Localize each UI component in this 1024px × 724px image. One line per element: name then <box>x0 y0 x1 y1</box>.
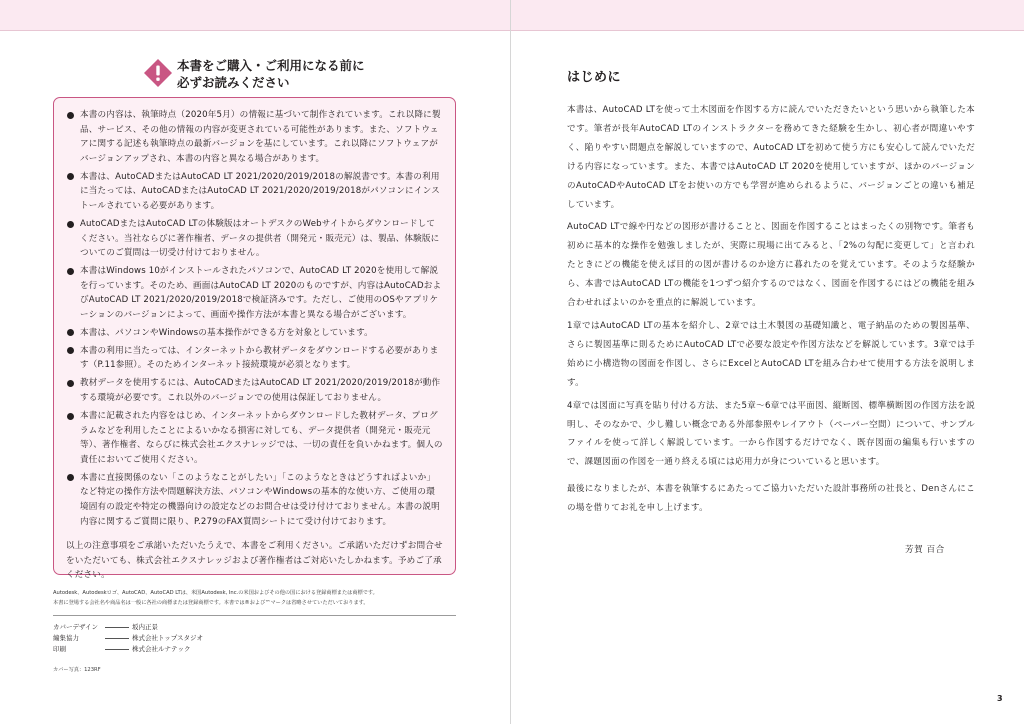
notice-item: 本書の内容は、執筆時点（2020年5月）の情報に基づいて制作されています。これ以降に製品、サービス、その他の情報の内容が変更されている可能性があります。また、ソフトウェアに関する記述も執筆時点の最新バージョンを基にしています。これ以降にソフトウェアがバージョンアップされ、本書の内容と異なる場合があります。 <box>66 108 443 166</box>
preface-paragraph: 最後になりましたが、本書を執筆するにあたってご協力いただいた設計事務所の社長と、Denさんにこの場を借りてお礼を申し上げます。 <box>567 484 975 514</box>
credit-leader <box>105 638 129 639</box>
credit-row <box>53 644 453 655</box>
preface-title: はじめに <box>567 70 622 85</box>
credit-name: 坂内正景 <box>132 623 158 631</box>
left-page <box>0 0 510 724</box>
notice-item: 本書に直接関係のない「このようなことがしたい」「このようなときはどうすればよいか」など特定の操作方法や問題解決方法、パソコンやWindowsの基本的な使い方、ご使用の環境固有の設定や特定の機器向けの設定などのお問合せは受け付けておりません。本書の説明内容に関するご質問に限り、P.279のFAX質問シートにて受け付けております。 <box>66 471 443 529</box>
notice-box <box>53 97 456 581</box>
notice-item: AutoCADまたはAutoCAD LTの体験版はオートデスクのWebサイトからダウンロードしてください。当社ならびに著作権者、データの提供者（開発元・販売元）は、製品、体験版についてのご質問は一切受け付けておりません。 <box>66 217 443 261</box>
credit-role: 印刷 <box>53 645 66 653</box>
credit-name: 株式会社トップスタジオ <box>132 634 204 642</box>
warning-title-line1: 本書をご購入・ご利用になる前に <box>177 58 365 73</box>
trademark-line: 本書に登場する会社名や商品名は一般に各社の商標または登録商標です。本書では®および™マークは省略させていただいております。 <box>53 600 369 606</box>
notice-item: 本書は、AutoCADまたはAutoCAD LT 2021/2020/2019/2018の解説書です。本書の利用に当たっては、AutoCADまたはAutoCAD LT 2021/2020/2019/2018がパソコンにインストールされている必要があります。 <box>66 170 443 214</box>
preface-paragraph: AutoCAD LTで線や円などの図形が書けることと、図面を作図することはまったくの別物です。筆者も初めに基本的な操作を勉強しましたが、実際に現場に出てみると、「2%の勾配に変更して」と言われたときにどの機能を使えば目的の図が書けるのか途方に暮れたのを覚えています。そのような経験から、本書ではAutoCAD LTの機能を1つずつ紹介するのではなく、図面を作図するにはどの機能を組み合わせればよいのかを重点的に解説しています。 <box>567 222 975 309</box>
notice-item: 教材データを使用するには、AutoCADまたはAutoCAD LT 2021/2020/2019/2018が動作する環境が必要です。これ以外のバージョンでの使用は保証しておりません。 <box>66 376 443 405</box>
notice-item: 本書の利用に当たっては、インターネットから教材データをダウンロードする必要があります（P.11参照）。そのためインターネット接続環境が必須となります。 <box>66 344 443 373</box>
notice-item: 本書はWindows 10がインストールされたパソコンで、AutoCAD LT 2020を使用して解説を行っています。そのため、画面はAutoCAD LT 2020のものですが、内容はAutoCADおよびAutoCAD LT 2021/2020/2019/2018で検証済みです。ただし、ご使用のOSやアプリケーションのバージョンによって、画面や操作方法が本書と異なる場合がございます。 <box>66 264 443 322</box>
notice-list <box>66 108 443 529</box>
preface-paragraph: 4章では図面に写真を貼り付ける方法、また5章～6章では平面図、縦断図、標準横断図の作図方法を説明し、そのなかで、少し難しい概念である外部参照やレイアウト（ペーパー空間）について、サンプルファイルを使って詳しく解説しています。一から作図するだけでなく、既存図面の編集も行いますので、課題図面の作図を一通り終える頃には応用力が身についていると思います。 <box>567 400 975 468</box>
warning-title-line2: 必ずお読みください <box>177 75 290 90</box>
credit-leader <box>105 627 129 628</box>
notice-closing: 以上の注意事項をご承諾いただいたうえで、本書をご利用ください。ご承諾いただけずお問合せをいただいても、株式会社エクスナレッジおよび著作権者はご対応いたしかねます。予めご了承ください。 <box>66 541 443 581</box>
credits <box>53 622 453 655</box>
author-name: 芳賀 百合 <box>905 545 945 555</box>
page-number: 3 <box>997 694 1003 703</box>
cover-photo-credit: カバー写真：123RF <box>53 667 101 673</box>
credit-leader <box>105 649 129 650</box>
trademark-line: Autodesk、Autodeskロゴ、AutoCAD、AutoCAD LTは、米国Autodesk, Inc.の米国およびその他の国における登録商標または商標です。 <box>53 590 378 596</box>
credit-role: 編集協力 <box>53 634 79 642</box>
warning-title <box>177 57 437 91</box>
preface-paragraph: 本書は、AutoCAD LTを使って土木図面を作図する方に読んでいただきたいという思いから執筆した本です。筆者が長年AutoCAD LTのインストラクターを務めてきた経験を生かし、初心者が間違いやすく、陥りやすい問題点を解説していますので、AutoCAD LTを初めて使う方にも安心して読んでいただける内容になっています。また、本書ではAutoCAD LT 2020を使用していますが、ほかのバージョンのAutoCADやAutoCAD LTをお使いの方でも学習が進められるように、バージョンごとの違いも補足しています。 <box>567 105 975 210</box>
credit-name: 株式会社ルナテック <box>132 645 191 653</box>
preface-paragraph: 1章ではAutoCAD LTの基本を紹介し、2章では土木製図の基礎知識と、電子納品のための製図基準、さらに製図基準に則るためにAutoCAD LTで必要な設定や作図方法などを解説しています。3章では手始めに小構造物の図面を作図し、さらにExcelとAutoCAD LTを組み合わせて使用する方法を説明します。 <box>567 320 975 388</box>
preface-body <box>567 101 975 522</box>
trademark-notice <box>53 588 456 608</box>
credits-divider <box>53 615 456 616</box>
credit-row <box>53 622 453 633</box>
notice-item: 本書に記載された内容をはじめ、インターネットからダウンロードした教材データ、プログラムなどを利用したことによるいかなる損害に対しても、データ提供者（開発元・販売元等）、著作権者、ならびに株式会社エクスナレッジでは、一切の責任を負いかねます。個人の責任においてご使用ください。 <box>66 409 443 467</box>
credit-role: カバーデザイン <box>53 623 99 631</box>
warning-header <box>143 58 443 98</box>
right-page <box>511 0 1024 724</box>
notice-item: 本書は、パソコンやWindowsの基本操作ができる方を対象としています。 <box>66 326 443 341</box>
exclamation-diamond-icon <box>143 58 173 88</box>
credit-row <box>53 633 453 644</box>
